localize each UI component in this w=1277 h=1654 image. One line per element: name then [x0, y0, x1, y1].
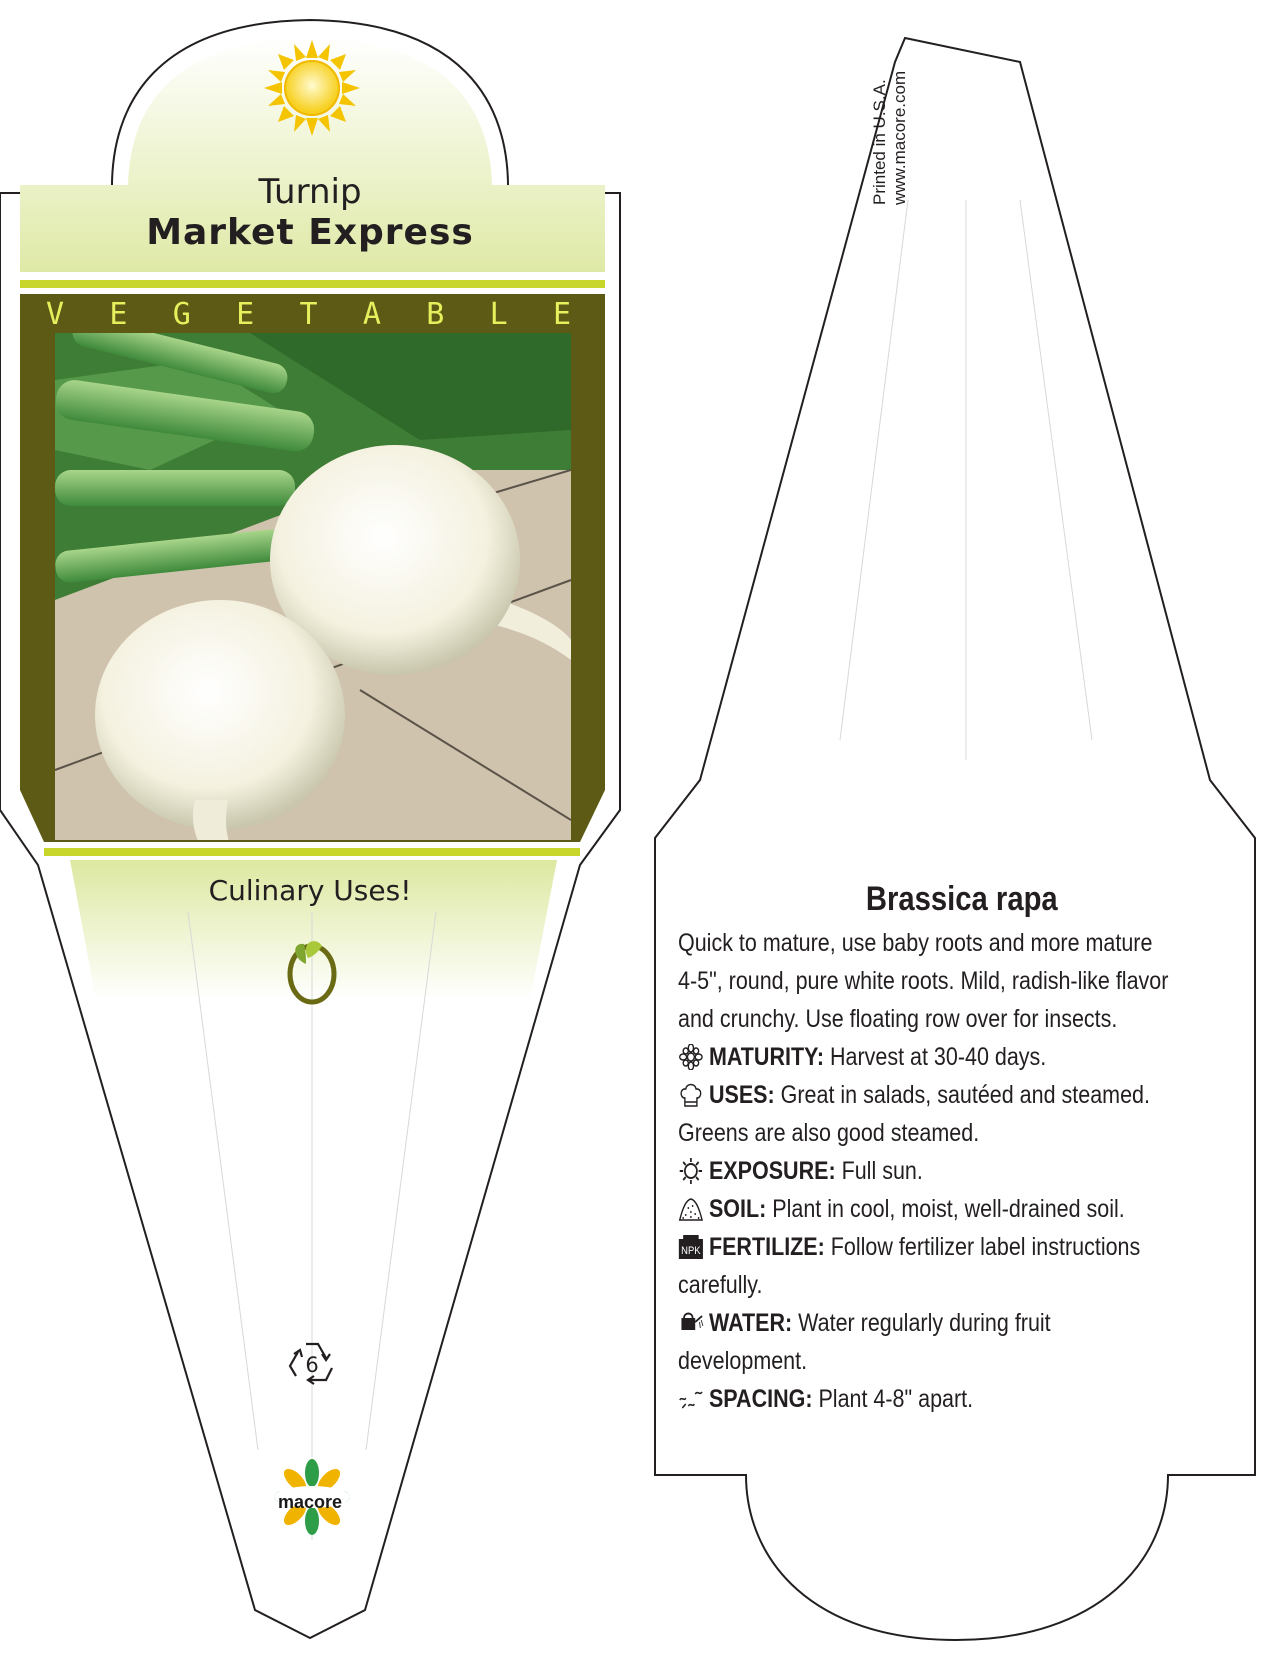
spacing-text: Plant 4-8" apart.: [812, 1385, 974, 1413]
uses-label: USES:: [708, 1081, 775, 1109]
lime-divider-bottom: [44, 848, 580, 856]
flower-icon: [678, 1044, 704, 1070]
spacing-label: SPACING:: [708, 1385, 813, 1413]
description: Quick to mature, use baby roots and more mature 4-5", round, pure white roots. Mild, radish-like flavor and crunchy. Use floating row over for insects.: [678, 929, 1169, 1033]
sun-icon: [264, 40, 360, 136]
spacing-line: [678, 1380, 1177, 1418]
printer-info: [870, 55, 965, 225]
common-name: Turnip: [258, 172, 362, 212]
water-label: WATER:: [708, 1309, 793, 1337]
spacing-icon: [678, 1386, 704, 1412]
exposure-label: EXPOSURE:: [708, 1157, 836, 1185]
category-letter: E: [109, 296, 128, 332]
fertilize-text: Follow fertilizer label instructions carefully.: [678, 1233, 1141, 1299]
maturity-label: MATURITY:: [708, 1043, 824, 1071]
npk-icon: [678, 1234, 704, 1260]
botanical-name: Brassica rapa: [865, 880, 1058, 918]
care-instructions: [678, 880, 1177, 1418]
fertilize-line: [678, 1228, 1177, 1304]
category-letter: A: [362, 296, 381, 332]
soil-line: [678, 1190, 1177, 1228]
tagline: Culinary Uses!: [208, 874, 412, 907]
front-tag: [0, 20, 620, 1638]
svg-text:NPK: NPK: [681, 1245, 701, 1258]
exposure-text: Full sun.: [835, 1157, 923, 1185]
exposure-line: [678, 1152, 1177, 1190]
category-letter: G: [172, 296, 191, 332]
soil-label: SOIL:: [708, 1195, 767, 1223]
category-letter: B: [426, 296, 445, 332]
fertilize-label: FERTILIZE:: [708, 1233, 825, 1261]
chef-hat-icon: [678, 1082, 704, 1108]
lime-divider-top: [20, 280, 605, 288]
maturity-line: [678, 1038, 1177, 1076]
recycle-code: 6: [305, 1353, 319, 1377]
turnip-photo: [53, 314, 571, 845]
watering-can-icon: [678, 1310, 704, 1336]
printed-in: Printed in U.S.A.: [870, 79, 889, 205]
category-letter: E: [552, 296, 572, 332]
soil-text: Plant in cool, moist, well-drained soil.: [766, 1195, 1125, 1223]
brand-name: macore: [277, 1492, 343, 1512]
category-band: [35, 296, 582, 332]
category-letter: E: [236, 296, 255, 332]
maturity-text: Harvest at 30-40 days.: [823, 1043, 1047, 1071]
uses-text: Great in salads, sautéed and steamed. Greens are also good steamed.: [678, 1081, 1150, 1147]
category-letter: V: [45, 296, 65, 332]
variety-name: Market Express: [146, 212, 474, 253]
water-line: [678, 1304, 1177, 1380]
soil-icon: [678, 1196, 704, 1222]
uses-line: [678, 1076, 1177, 1152]
water-text: Water regularly during fruit development.: [678, 1309, 1051, 1375]
website: www.macore.com: [890, 70, 909, 205]
category-letter: T: [299, 296, 318, 332]
category-letter: L: [489, 296, 508, 332]
sun-outline-icon: [678, 1158, 704, 1184]
